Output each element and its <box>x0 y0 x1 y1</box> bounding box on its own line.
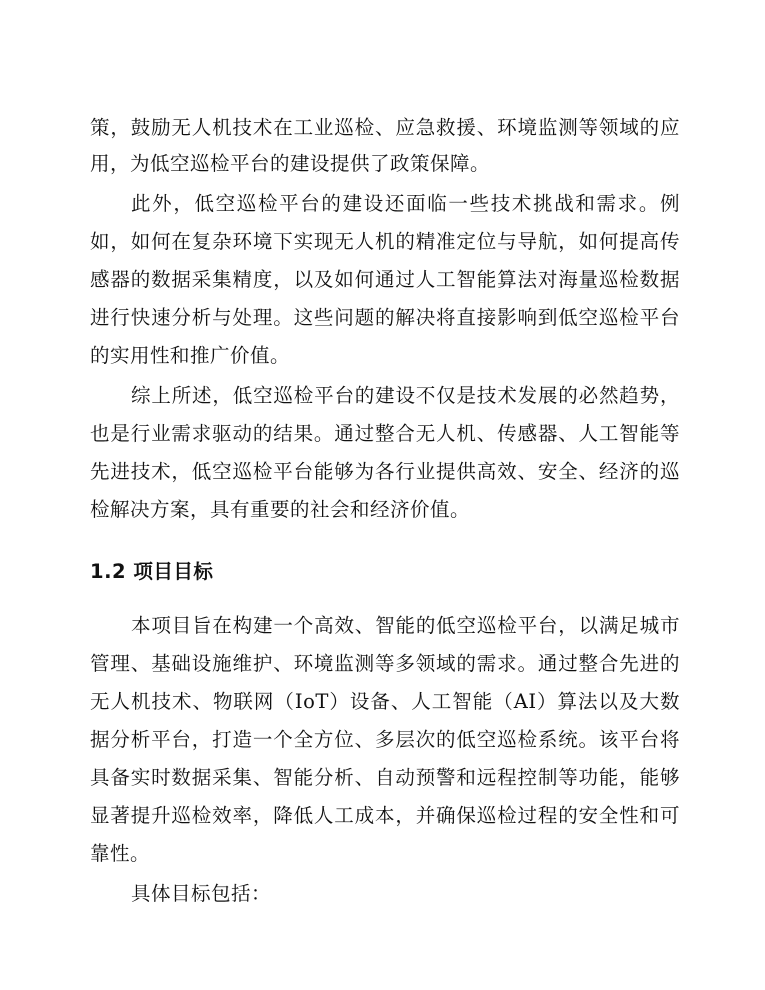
paragraph-line: 检解决方案，具有重要的社会和经济价值。 <box>90 498 471 521</box>
paragraph-line: 先进技术，低空巡检平台能够为各行业提供高效、安全、经济的巡 <box>90 460 680 483</box>
paragraph-line: 靠性。 <box>90 842 151 865</box>
paragraph-line: 具备实时数据采集、智能分析、自动预警和远程控制等功能，能够 <box>90 766 680 789</box>
paragraph-line: 的实用性和推广价值。 <box>90 344 291 367</box>
paragraph-line: 感器的数据采集精度，以及如何通过人工智能算法对海量巡检数据 <box>90 268 680 291</box>
paragraph-line: 无人机技术、物联网（IoT）设备、人工智能（AI）算法以及大数 <box>90 690 680 713</box>
paragraph-line: 具体目标包括： <box>131 882 272 905</box>
paragraph-line: 此外，低空巡检平台的建设还面临一些技术挑战和需求。例 <box>131 192 680 215</box>
paragraph-line: 本项目旨在构建一个高效、智能的低空巡检平台，以满足城市 <box>131 614 680 637</box>
section-heading: 1.2 项目目标 <box>90 560 214 583</box>
paragraph-line: 也是行业需求驱动的结果。通过整合无人机、传感器、人工智能等 <box>90 422 680 445</box>
paragraph-line: 如，如何在复杂环境下实现无人机的精准定位与导航，如何提高传 <box>90 230 680 253</box>
paragraph-line: 综上所述，低空巡检平台的建设不仅是技术发展的必然趋势， <box>131 384 680 407</box>
paragraph-line: 用，为低空巡检平台的建设提供了政策保障。 <box>90 152 491 175</box>
paragraph-line: 管理、基础设施维护、环境监测等多领域的需求。通过整合先进的 <box>90 652 680 675</box>
paragraph-line: 进行快速分析与处理。这些问题的解决将直接影响到低空巡检平台 <box>90 306 680 329</box>
paragraph-line: 显著提升巡检效率，降低人工成本，并确保巡检过程的安全性和可 <box>90 804 680 827</box>
paragraph-line: 据分析平台，打造一个全方位、多层次的低空巡检系统。该平台将 <box>90 728 680 751</box>
paragraph-line: 策，鼓励无人机技术在工业巡检、应急救援、环境监测等领域的应 <box>90 116 680 139</box>
